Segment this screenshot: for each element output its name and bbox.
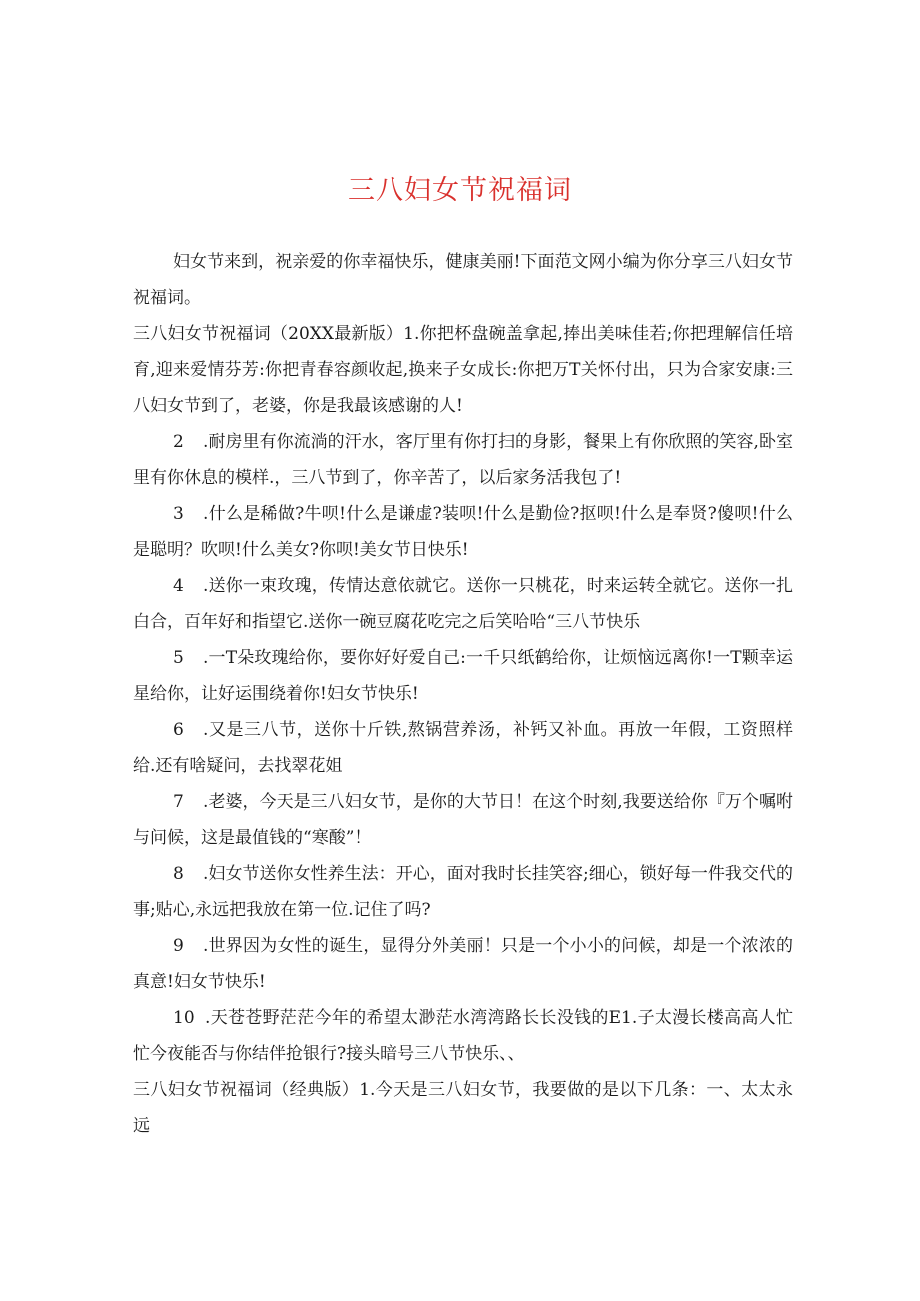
item-number: 6 — [173, 720, 184, 740]
item-number: 10 — [173, 1008, 195, 1028]
list-item — [133, 712, 793, 784]
item-text: .送你一束玫瑰，传情达意依就它。送你一只桃花，时来运转全就它。送你一扎白合，百年好和指望它.送你一碗豆腐花吃完之后笑哈哈“三八节快乐 — [133, 576, 793, 632]
item-text: .一T朵玫瑰给你，要你好好爱自己:一千只纸鹤给你，让烦恼远离你!一T颗幸运星给你，让好运围绕着你!妇女节快乐! — [133, 648, 793, 704]
list-item — [133, 568, 793, 640]
list-item — [133, 496, 793, 568]
item-text: .又是三八节，送你十斤铁,熬锅营养汤，补钙又补血。再放一年假，工资照样给.还有啥疑问，去找翠花姐 — [133, 720, 793, 776]
item-text: .老婆，今天是三八妇女节，是你的大节日！在这个时刻,我要送给你『万个嘱咐与问候，这是最值钱的“寒酸”！ — [133, 792, 793, 848]
item-text: .妇女节送你女性养生法：开心，面对我时长挂笑容;细心，锁好每一件我交代的事;贴心,永远把我放在第一位.记住了吗? — [133, 864, 793, 920]
list-item — [133, 1000, 793, 1072]
item-number: 4 — [173, 576, 184, 596]
list-item — [133, 928, 793, 1000]
document-title: 三八妇女节祝福词 — [348, 175, 572, 206]
section-2-paragraph: 三八妇女节祝福词（经典版）1.今天是三八妇女节，我要做的是以下几条：一、太太永远 — [133, 1080, 793, 1136]
list-item — [133, 784, 793, 856]
item-number: 2 — [173, 432, 184, 452]
list-item — [133, 640, 793, 712]
item-number: 5 — [173, 648, 184, 668]
item-text: .什么是稀做?牛呗!什么是谦虚?装呗!什么是勤俭?抠呗!什么是奉贤?傻呗!什么是聪明？吹呗!什么美女?你呗!美女节日快乐! — [133, 504, 793, 560]
item-number: 8 — [173, 864, 184, 884]
list-item — [133, 424, 793, 496]
list-item — [133, 856, 793, 928]
item-number: 7 — [173, 792, 184, 812]
item-text: .天苍苍野茫茫今年的希望太渺茫水湾湾路长长没钱的E1.子太漫长楼高高人忙忙今夜能否与你结伴抢银行?接头暗号三八节快乐、、 — [133, 1008, 793, 1064]
intro-paragraph: 妇女节来到，祝亲爱的你幸福快乐，健康美丽!下面范文网小编为你分享三八妇女节祝福词。 — [133, 252, 793, 308]
item-text: .耐房里有你流淌的汗水，客厅里有你打扫的身影，餐果上有你欣照的笑容,卧室里有你休息的模样.，三八节到了，你辛苦了，以后家务活我包了! — [133, 432, 793, 488]
item-number: 9 — [173, 936, 184, 956]
section-1-paragraph: 三八妇女节祝福词（20XX最新版）1.你把杯盘碗盖拿起,捧出美味佳若;你把理解信任培育,迎来爱情芬芳:你把青春容颜收起,换来子女成长:你把万T关怀付出，只为合家安康:三八妇女节到了，老婆，你是我最该感谢的人! — [133, 324, 793, 416]
item-number: 3 — [173, 504, 184, 524]
document-body — [133, 244, 793, 1144]
item-text: .世界因为女性的诞生，显得分外美丽！只是一个小小的问候，却是一个浓浓的真意!妇女节快乐! — [133, 936, 793, 992]
